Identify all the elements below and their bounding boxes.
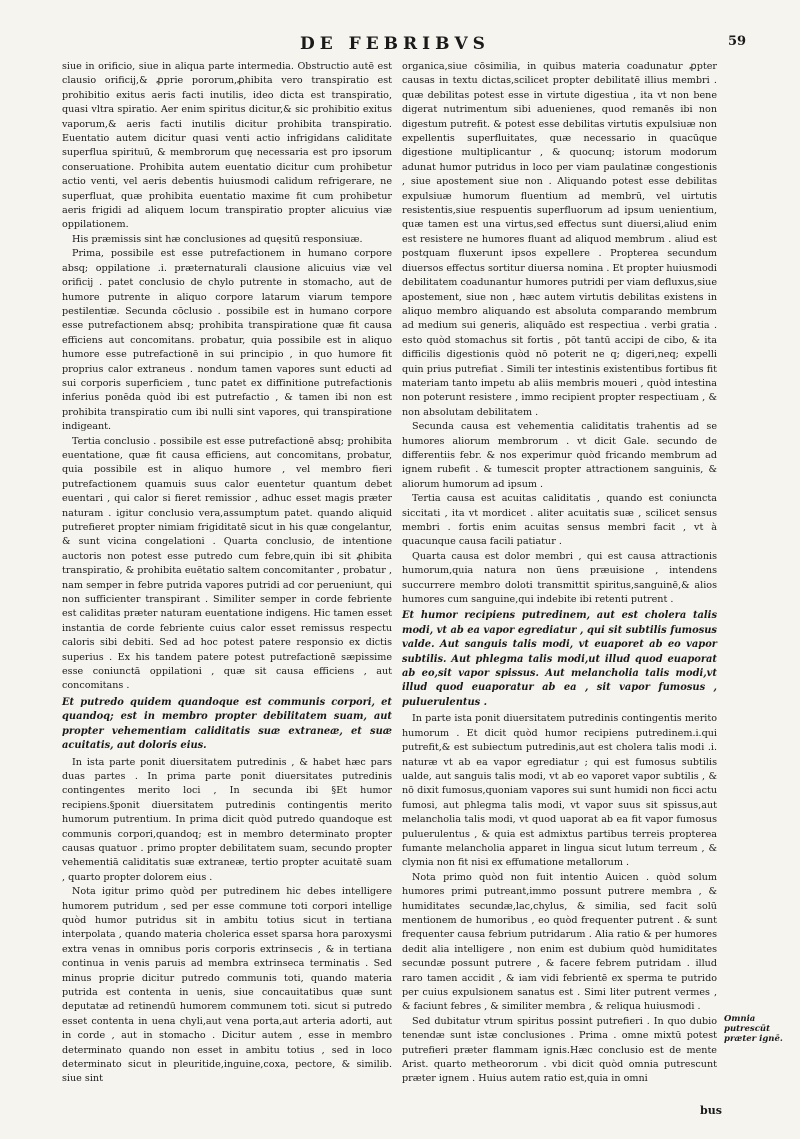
catchword: bus xyxy=(700,1104,722,1117)
left-paragraph: siue in orificio, siue in aliqua parte intermedia. Obstructio autē est clausio orificij,& ꝓprie pororum,ꝓhibita vero transpiratio est prohibitio exitus aeris facti inutilis, ideo dicta est transpiratio, quasi vltra spiratio. Aer enim spiritus dicitur,& sic prohibitio exitus vaporum,& aeris facti inutilis dicitur prohibita transpiratio. Euentatio autem dicitur quasi venti actio infrigidans caliditate superflua spirituū, & membrorum quę necessaria est pro ipsorum conseruatione. Prohibita autem euentatio dicitur cum prohibetur actio venti, vel aeris debentis huiusmodi calidum refrigerare, ne superfluat, quæ prohibita euentatio maxime fit cum prohibetur aeris frigidi ad aliquem locum transpiratio propter alicuius viæ oppilationem. xyxy=(62,61,392,231)
left-paragraph: Tertia conclusio . possibile est esse putrefactionē absq; prohibita euentatione, quæ fit causa efficiens, aut concomitans, probatur, quia possibile est in aliquo humore , vel membro fieri putrefactionem quamuis suus calor euentetur quantum debet euentari , qui calor si fieret remissior , adhuc esset magis præter naturam . igitur conclusio vera,assumptum patet. quando aliquid putrefieret propter nimiam frigiditatē sicut in his quæ congelantur, & sunt vicina congelationi . Quarta conclusio, de intentione auctoris non potest esse putredo cum febre,quin ibi sit ꝓhibita transpiratio, & prohibita euētatio saltem concomitanter , probatur , nam semper in febre putrida vapores putridi ad cor perueniunt, qui non sufficienter transpirant . Similiter semper in corde febriente est caliditas præter naturam euentatione indigens. Hic tamen esset instantia de corde febriente cuius calor esset remissus respectu caloris sibi debiti. Sed ad hoc potest patere responsio ex dictis superius . Ex his tandem patere potest putrefactionē sæpissime esse coniunctā oppilationi , quæ sit causa efficiens , aut concomitans . xyxy=(62,435,392,692)
right-paragraph: In parte ista ponit diuersitatem putredinis contingentis merito humorum . Et dicit quòd humor recipiens putredinem.i.qui putrefit,& est subiectum putredinis,aut est cholera talis modi .i. naturæ vt ab ea vapor egrediatur ; qui est fumosus subtilis ualde, aut sanguis talis modi, vt ab eo vaporet vapor subtilis , & nō dixit fumosus,quoniam vapores sui sunt humidi non ficci actu fumosi, aut phlegma talis modi, vt vapor suus sit spissus,aut melancholia talis modi, vt quod uaporat ab ea fit vapor fumosus puluerulentus , & quia est admixtus partibus terreis propterea fumante melancholia apparet in lingua sicut lutum terreum , & clymia non fit nisi ex effumatione metallorum . xyxy=(402,713,717,869)
left-paragraph: In ista parte ponit diuersitatem putredinis , & habet hæc pars duas partes . In prima parte ponit diuersitates putredinis contingentes merito loci , In secunda ibi §Et humor recipiens.§ponit diuersitatem putredinis contingentis merito humorum putrentium. In prima dicit quòd putredo quandoque est communis corpori,quandoq; est in membro determinato propter causas quatuor . primo propter debilitatem suam, secundo propter vehementiā caliditatis suæ extraneæ, tertio propter acuitatē suam , quarto propter dolorem eius . xyxy=(62,756,392,883)
right-column xyxy=(402,60,717,1087)
left-paragraph: Nota igitur primo quòd per putredinem hic debes intelligere humorem putridum , sed per esse commune toti corpori intellige quòd humor putridus sit in ambitu totius sicut in tertiana interpolata , quando materia cholerica esset sparsa hora paroxysmi extra venas in omnibus poris corporis extrinsecis , & in tertiana continua in venis paruis ad membra extrinseca terminatis . Sed minus proprie dicitur putredo communis toti, quando materia putrida est contenta in uenis, siue concauitatibus quæ sunt deputatæ ad retinendū humorem communem toti. sicut si putredo esset contenta in uena chyli,aut vena porta,aut arteria adorti, aut in corde , aut in stomacho . Dicitur autem , esse in membro determinato quando non esset in ambitu totius , sed in loco determinato sicut in pleuritide,inguine,coxa, pectore, & similib. siue sint xyxy=(62,886,392,1085)
right-paragraph: Secunda causa est vehementia caliditatis trahentis ad se humores aliorum membrorum . vt dicit Gale. secundo de differentiis febr. & nos experimur quòd fricando membrum ad ignem rubefit . & tumescit propter attractionem sanguinis, & aliorum humorum ad ipsum . xyxy=(402,421,717,490)
left-paragraph: His præmissis sint hæ conclusiones ad quęsitū responsiuæ. xyxy=(72,233,363,245)
right-paragraph: organica,siue cōsimilia, in quibus materia coadunatur ꝓpter causas in textu dictas,scilicet propter debilitatē illius membri . quæ debilitas potest esse in virtute digestiua , ita vt non bene digerat nutrimentum sibi aduenienes, quod remanēs ibi non digestum putrefit. & potest esse debilitas virtutis expulsiuæ non expellentis superfluitates, quæ necessario in quacūque digestione multiplicantur , & quocunq; istorum modorum adunat humor putridus in loco per viam paulatinæ congestionis , siue apostement siue non . Aliquando potest esse debilitas expulsiuæ humorum fluentium ad membrū, vel uirtutis resistentis,siue respuentis superfluorum ad ipsum uenientium, quæ tamen est una virtus,sed effectus sunt diuersi,aliud enim est resistere ne humores fluant ad aliquod membrum . aliud est postquam fluxerunt ipsos expellere . Propterea secundum diuersos effectus sortitur diuersa nomina . Et propter huiusmodi debilitatem coadunantur humores putridi per viam defluxus,siue apostement, siue non , hæc autem virtutis debilitas existens in aliquo membro aliquando est absoluta comparando membrum ad medium sui generis, aliquādo est respectiua . verbi gratia . esto quòd stomachus sit fortis , pōt tantū accipi de cibo, & ita difficilis digestionis quòd nō poterit ne q; digeri,neq; expelli quin prius putrefiat . Simili ter intestinis existentibus fortibus fit materiam tanto impetu ab aliis membris moueri , quòd intestina non poterunt resistere , immo recipient propter respectiuam , & non absolutam debilitatem . xyxy=(402,61,717,418)
running-head: DE FEBRIBVS xyxy=(300,34,490,54)
right-paragraph: Nota primo quòd non fuit intentio Auicen . quòd solum humores primi putreant,immo possunt putrere membra , & humiditates secundæ,lac,chylus, & similia, sed facit solū mentionem de humoribus , eo quòd frequenter putrent . & sunt frequenter causa febrium putridarum . Alia ratio & per humores dedit alia intelligere , non enim est dubium quòd humiditates secundæ possunt putrere , & facere febrem putridam . illud raro tamen accidit , & iam vidi febrientē ex sperma te putrido per cuius expulsionem sanatus est . Simi liter putrent vermes , & faciunt febres , & similiter membra , & reliqua huiusmodi . xyxy=(402,871,717,1013)
right-paragraph: Sed dubitatur vtrum spiritus possint putrefieri . In quo dubio tenendæ sunt istæ conclusiones . Prima . omne mixtū potest putrefieri præter flammam ignis.Hæc conclusio est de mente Arist. quarto metheororum . vbi dicit quòd omnia putrescunt præter ignem . Huius autem ratio est,quia in omni xyxy=(402,1015,717,1085)
right-text-lemma: Et humor recipiens putredinem, aut est cholera talis modi, vt ab ea vapor egrediatur , qui sit subtilis fumosus valde. Aut sanguis talis modi, vt euaporet ab eo vapor subtilis. Aut phlegma talis modi,ut illud quod euaporat ab eo,sit vapor spissus. Aut melancholia talis modi,vt illud quod euaporatur ab ea , sit vapor fumosus , puluerulentus . xyxy=(402,610,717,708)
marginal-note: Omnia putrescūt præter ignē. xyxy=(724,1014,783,1044)
left-text-lemma: Et putredo quidem quandoque est communis corpori, et quandoq; est in membro propter debilitatem suam, aut propter vehementiam caliditatis suæ extraneæ, et suæ acuitatis, aut doloris eius. xyxy=(62,696,392,752)
right-paragraph: Tertia causa est acuitas caliditatis , quando est coniuncta siccitati , ita vt mordicet . aliter acuitatis suæ , scilicet sensus membri . fortis enim acuitas sensus membri facit , vt à quacunque causa facili patiatur . xyxy=(402,493,717,548)
left-paragraph: Prima, possibile est esse putrefactionem in humano corpore absq; oppilatione .i. præternaturali clausione alicuius viæ vel orificij . patet conclusio de chylo putrente in stomacho, aut de humore putrente in aliquo corpore latarum viarum tempore pestilentiæ. Secunda cōclusio . possibile est in humano corpore esse putrefactionem absq; prohibita transpiratione quæ fit causa efficiens aut concomitans. probatur, quia possibile est in aliquo humore esse putrefactionē in sui principio , in quo humore fit proprius calor extraneus . nondum tamen vapores sunt educti ad sui corporis superficiem , tunc patet ex diffinitione putrefactionis inferius ponēda quòd ibi est putrefactio , & tamen ibi non est prohibita transpiratio cum ibi nulli sint vapores, qui transpiratione indigeant. xyxy=(62,248,392,433)
right-paragraph: Quarta causa est dolor membri , qui est causa attractionis humorum,quia natura non ūens præuisione , intendens succurrere membro doloti transmittit spiritus,sanguinē,& alios humores cum sanguine,qui indebite ibi retenti putrent . xyxy=(402,550,717,606)
page-number: 59 xyxy=(728,34,747,49)
left-column xyxy=(62,60,392,1087)
